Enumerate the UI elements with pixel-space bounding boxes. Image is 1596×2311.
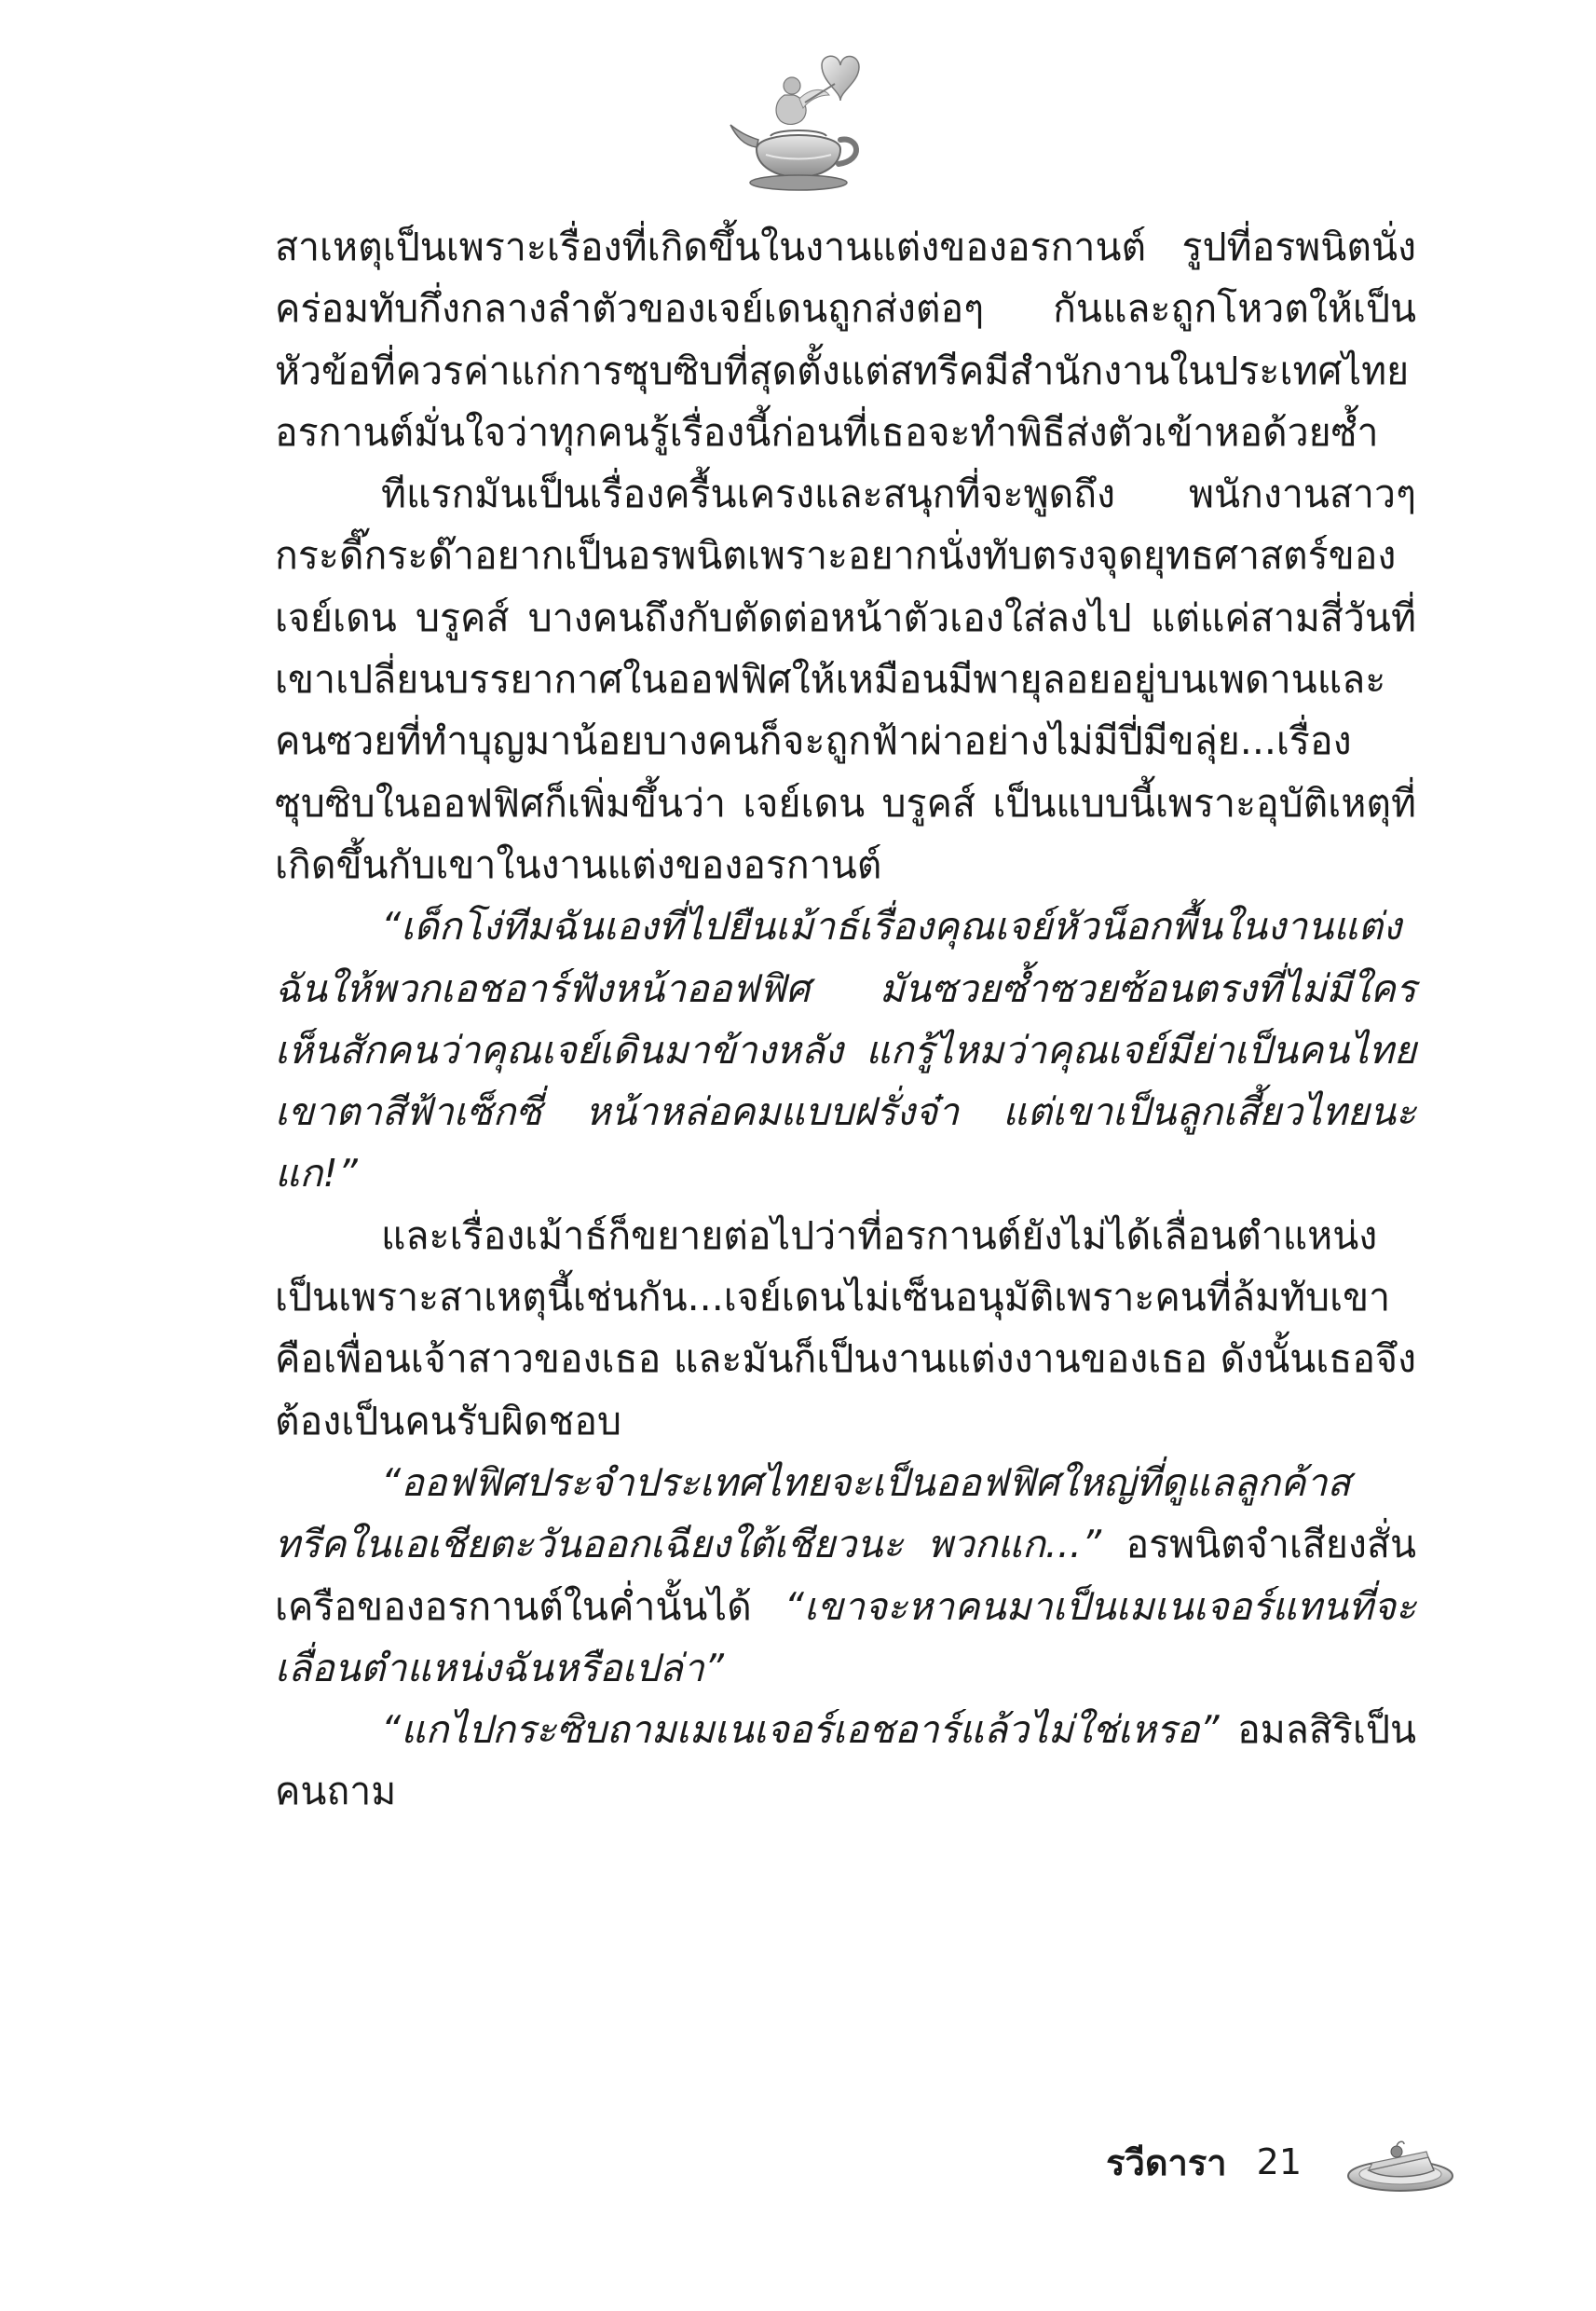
paragraph <box>275 216 1416 463</box>
narration-text: อมลสิริเป็นคนถาม <box>275 1707 1416 1814</box>
paragraph <box>275 1452 1416 1699</box>
narration-text: สาเหตุเป็นเพราะเรื่องที่เกิดขึ้นในงานแต่งของอรกานต์ รูปที่อรพนิตนั่งคร่อมทับกึ่งกลางลำตัวของเจย์เดนถูกส่งต่อๆ กันและถูกโหวตให้เป็นหัวข้อที่ควรค่าแก่การซุบซิบที่สุดตั้งแต่สทรีคมีสำนักงานในประเทศไทย อรกานต์มั่นใจว่าทุกคนรู้เรื่องนี้ก่อนที่เธอจะทำพิธีส่งตัวเข้าหอด้วยซ้ำ <box>275 225 1416 455</box>
page-body-text <box>275 216 1416 1823</box>
paragraph <box>275 1699 1416 1823</box>
paragraph <box>275 1205 1416 1452</box>
footer-author-name: รวีดารา <box>1106 2141 1227 2183</box>
teapot-ornament-icon <box>719 47 878 205</box>
page-footer <box>1106 2129 1456 2195</box>
narration-text: และเรื่องเม้าธ์ก็ขยายต่อไปว่าที่อรกานต์ยังไม่ได้เลื่อนตำแหน่งเป็นเพราะสาเหตุนี้เช่นกัน...เจย์เดนไม่เซ็นอนุมัติเพราะคนที่ล้มทับเขาคือเพื่อนเจ้าสาวของเธอ และมันก็เป็นงานแต่งงานของเธอ ดังนั้นเธอจึงต้องเป็นคนรับผิดชอบ <box>275 1212 1416 1443</box>
narration-text: อรพนิตจำเสียงสั่นเครือของอรกานต์ในค่ำนั้นได้ <box>275 1522 1416 1629</box>
italic-dialogue: “เขาจะหาคนมาเป็นเมเนเจอร์แทนที่จะเลื่อนตำแหน่งฉันหรือเปล่า” <box>275 1583 1416 1690</box>
page-number: 21 <box>1256 2141 1302 2182</box>
paragraph <box>275 463 1416 896</box>
narration-text: ทีแรกมันเป็นเรื่องครื้นเครงและสนุกที่จะพูดถึง พนักงานสาวๆ กระดี๊กระด๊าอยากเป็นอรพนิตเพราะอยากนั่งทับตรงจุดยุทธศาสตร์ของเจย์เดน บรูคส์ บางคนถึงกับตัดต่อหน้าตัวเองใส่ลงไป แต่แค่สามสี่วันที่เขาเปลี่ยนบรรยากาศในออฟฟิศให้เหมือนมีพายุลอยอยู่บนเพดานและคนซวยที่ทำบุญมาน้อยบางคนก็จะถูกฟ้าผ่าอย่างไม่มีปี่มีขลุ่ย...เรื่องซุบซิบในออฟฟิศก็เพิ่มขึ้นว่า เจย์เดน บรูคส์ เป็นแบบนี้เพราะอุบัติเหตุที่เกิดขึ้นกับเขาในงานแต่งของอรกานต์ <box>275 472 1416 887</box>
italic-dialogue: “ออฟฟิศประจำประเทศไทยจะเป็นออฟฟิศใหญ่ที่ดูแลลูกค้าสทรีคในเอเชียตะวันออกเฉียงใต้เชียวนะ พวกแก...” <box>275 1459 1351 1567</box>
italic-dialogue: “เด็กโง่ทีมฉันเองที่ไปยืนเม้าธ์เรื่องคุณเจย์หัวน็อกพื้นในงานแต่งฉันให้พวกเอชอาร์ฟังหน้าออฟฟิศ มันซวยซ้ำซวยซ้อนตรงที่ไม่มีใครเห็นสักคนว่าคุณเจย์เดินมาข้างหลัง แกรู้ไหมว่าคุณเจย์มีย่าเป็นคนไทย เขาตาสีฟ้าเซ็กซี่ หน้าหล่อคมแบบฝรั่งจ๋า แต่เขาเป็นลูกเสี้ยวไทยนะแก!” <box>275 904 1416 1197</box>
cake-slice-icon <box>1344 2129 1456 2195</box>
paragraph <box>275 896 1416 1204</box>
italic-dialogue: “แกไปกระซิบถามเมเนเจอร์เอชอาร์แล้วไม่ใช่เหรอ” <box>381 1707 1220 1753</box>
